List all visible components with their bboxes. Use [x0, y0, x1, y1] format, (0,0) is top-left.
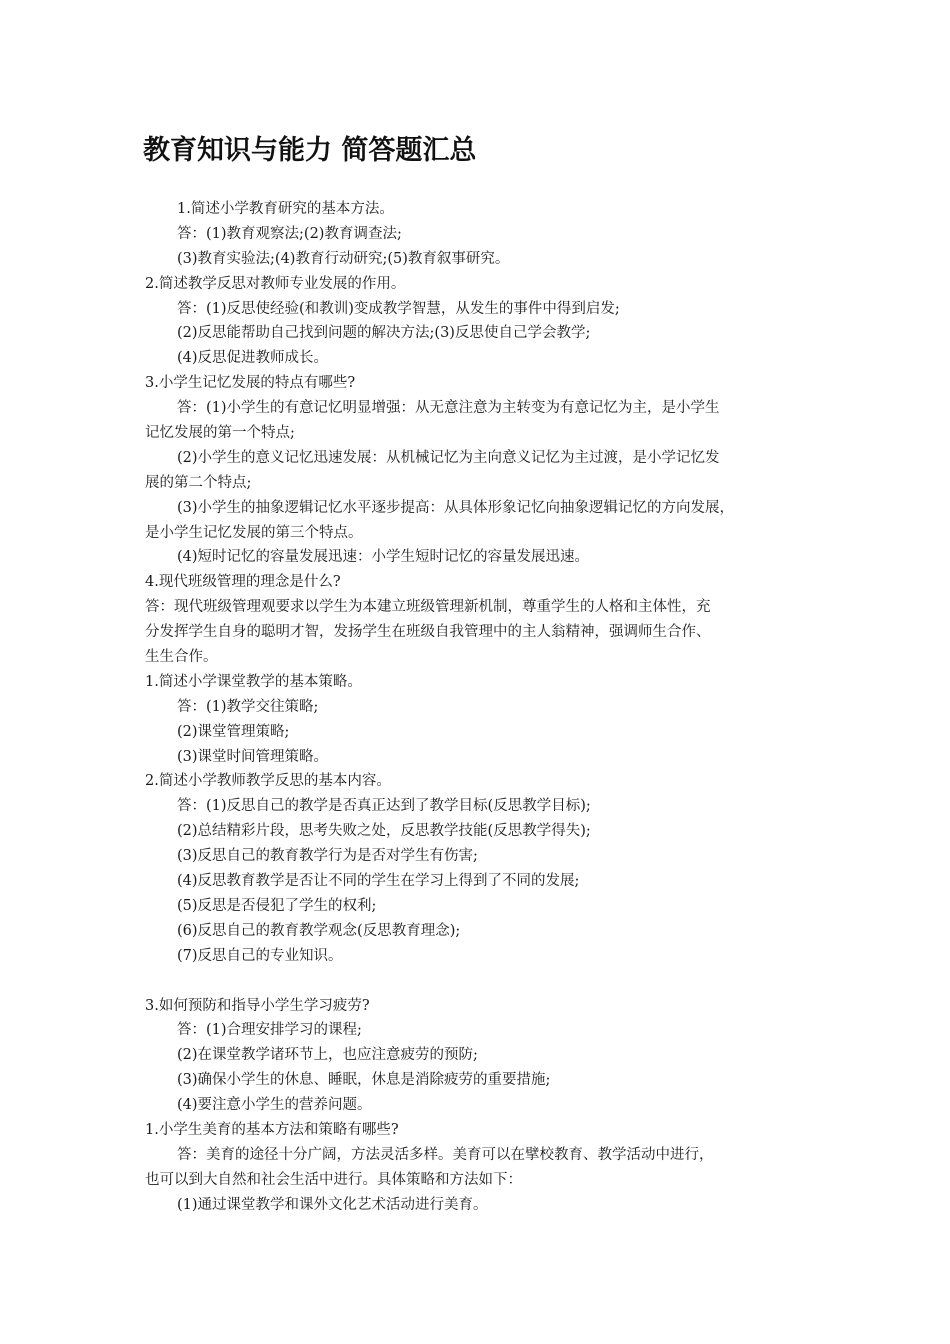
answer-line: (3)教育实验法;(4)教育行动研究;(5)教育叙事研究。 — [177, 250, 510, 267]
document-body — [145, 197, 825, 1218]
blank-line — [145, 969, 825, 994]
answer-line: (2)在课堂教学诸环节上，也应注意疲劳的预防; — [177, 1047, 478, 1064]
answer-line: 答：(1)合理安排学习的课程; — [177, 1022, 362, 1039]
answer-line: (7)反思自己的专业知识。 — [177, 947, 343, 964]
answer-line: (2)反思能帮助自己找到问题的解决方法;(3)反思使自己学会教学; — [177, 325, 591, 342]
answer-line: 生生合作。 — [145, 649, 218, 666]
answer-line: 答：美育的途径十分广阔，方法灵活多样。美育可以在擘校教育、教学活动中进行， — [177, 1146, 714, 1163]
answer-line: (3)小学生的抽象逻辑记忆水平逐步提高：从具体形象记忆向抽象逻辑记忆的方向发展， — [177, 499, 735, 516]
answer-line: (6)反思自己的教育教学观念(反思教育理念); — [177, 922, 461, 939]
answer-line: 展的第二个特点; — [145, 474, 252, 491]
answer-line: 答：现代班级管理观要求以学生为本建立班级管理新机制，尊重学生的人格和主体性，充 — [145, 599, 711, 616]
answer-line: (2)总结精彩片段，思考失败之处，反思教学技能(反思教学得失); — [177, 823, 591, 840]
question-line: 4.现代班级管理的理念是什么? — [145, 574, 341, 591]
answer-line: (4)要注意小学生的营养问题。 — [177, 1097, 372, 1114]
answer-line: 也可以到大自然和社会生活中进行。具体策略和方法如下： — [145, 1171, 522, 1188]
answer-line: 答：(1)反思使经验(和教训)变成教学智慧，从发生的事件中得到启发; — [177, 300, 620, 317]
answer-line: (2)小学生的意义记忆迅速发展：从机械记忆为主向意义记忆为主过渡，是小学记忆发 — [177, 449, 720, 466]
answer-line: 记忆发展的第一个特点; — [145, 425, 295, 442]
answer-line: 答：(1)教育观察法;(2)教育调查法; — [177, 225, 402, 242]
answer-line: (5)反思是否侵犯了学生的权利; — [177, 897, 377, 914]
answer-line: (4)反思促进教师成长。 — [177, 350, 329, 367]
answer-line: (1)通过课堂教学和课外文化艺术活动进行美育。 — [177, 1196, 488, 1213]
question-line: 2.简述教学反思对教师专业发展的作用。 — [145, 275, 406, 292]
answer-line: 是小学生记忆发展的第三个特点。 — [145, 524, 363, 541]
question-line: 3.小学生记忆发展的特点有哪些? — [145, 375, 356, 392]
question-line: 3.如何预防和指导小学生学习疲劳? — [145, 997, 370, 1014]
answer-line: (3)课堂时间管理策略。 — [177, 748, 329, 765]
question-line: 2.简述小学教师教学反思的基本内容。 — [145, 773, 391, 790]
question-line: 1.简述小学教育研究的基本方法。 — [177, 201, 394, 217]
question-line: 1.小学生美育的基本方法和策略有哪些? — [145, 1121, 399, 1138]
answer-line: 答：(1)教学交往策略; — [177, 698, 319, 715]
answer-line: (4)短时记忆的容量发展迅速：小学生短时记忆的容量发展迅速。 — [177, 549, 590, 566]
answer-line: 分发挥学生自身的聪明才智，发扬学生在班级自我管理中的主人翁精神，强调师生合作、 — [145, 624, 711, 641]
answer-line: 答：(1)小学生的有意记忆明显增强：从无意注意为主转变为有意记忆为主，是小学生 — [177, 400, 720, 417]
document-title: 教育知识与能力 简答题汇总 — [143, 135, 477, 166]
answer-line: (2)课堂管理策略; — [177, 723, 290, 740]
question-line: 1.简述小学课堂教学的基本策略。 — [145, 673, 362, 690]
answer-line: (3)确保小学生的休息、睡眠，休息是消除疲劳的重要措施; — [177, 1072, 551, 1089]
answer-line: (4)反思教育教学是否让不同的学生在学习上得到了不同的发展; — [177, 873, 580, 890]
answer-line: (3)反思自己的教育教学行为是否对学生有伤害; — [177, 848, 478, 865]
answer-line: 答：(1)反思自己的教学是否真正达到了教学目标(反思教学目标); — [177, 798, 591, 815]
